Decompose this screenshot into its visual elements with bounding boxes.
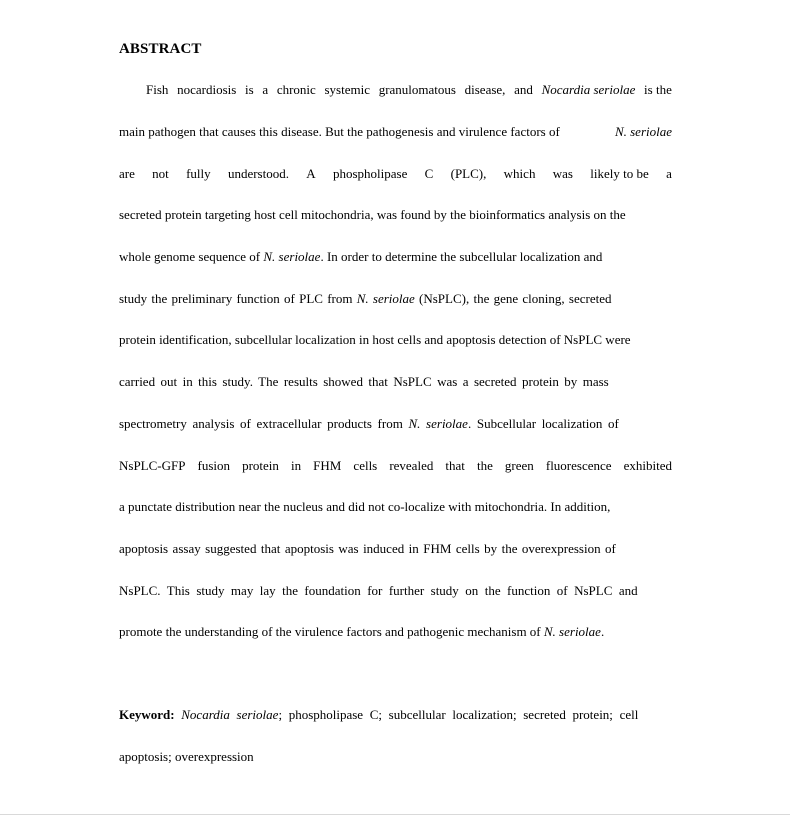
word: green	[504, 458, 534, 473]
abstract-line-8: carried out in this study. The results showed that NsPLC was a secreted protein by mass	[119, 374, 609, 389]
page-bottom-divider	[0, 814, 790, 815]
word: nocardiosis	[177, 82, 237, 97]
word: fully	[186, 166, 211, 181]
text-run: (NsPLC), the gene cloning, secreted	[419, 291, 612, 306]
abstract-line-6	[119, 290, 672, 308]
abstract-line-14	[119, 623, 672, 641]
word: fusion	[197, 458, 231, 473]
text-run: . Subcellular localization of	[467, 416, 619, 431]
text-run: study the preliminary function of PLC from	[119, 291, 353, 306]
word: exhibited	[623, 458, 672, 473]
text-run: . In order to determine the subcellular localization and	[320, 249, 603, 264]
abstract-line-10	[119, 457, 672, 475]
word: granulomatous	[378, 82, 456, 97]
word: fluorescence	[545, 458, 612, 473]
word: in	[290, 458, 302, 473]
abstract-line-3	[119, 165, 672, 183]
word: the	[476, 458, 493, 473]
word: chronic	[276, 82, 316, 97]
word: are	[119, 166, 135, 181]
word: revealed	[389, 458, 434, 473]
keywords-line-2: apoptosis; overexpression	[119, 749, 254, 764]
abstract-line-11: a punctate distribution near the nucleus and did not co-localize with mitochondria. In addition,	[119, 499, 611, 514]
abstract-line-2	[119, 123, 672, 141]
word: a	[666, 166, 672, 181]
abstract-line-4: secreted protein targeting host cell mitochondria, was found by the bioinformatics analysis on the	[119, 207, 626, 222]
word: that	[445, 458, 465, 473]
text-run: ; phospholipase C; subcellular localization; secreted protein; cell	[278, 707, 639, 722]
keywords-label: Keyword:	[119, 707, 175, 722]
word: a	[262, 82, 269, 97]
species-name: Nocardia seriolae	[181, 707, 279, 722]
species-name: N. seriolae	[263, 249, 321, 264]
word: protein	[242, 458, 279, 473]
word: which	[503, 166, 536, 181]
word: disease,	[464, 82, 506, 97]
word: A	[306, 166, 316, 181]
word: systemic	[324, 82, 370, 97]
abstract-line-5	[119, 248, 672, 266]
word: FHM	[313, 458, 342, 473]
abstract-line-13: NsPLC. This study may lay the foundation for further study on the function of NsPLC and	[119, 583, 638, 598]
word: Fish	[146, 82, 169, 97]
text-run: main pathogen that causes this disease. But the pathogenesis and virulence factors of	[119, 124, 560, 139]
text-run: whole genome sequence of	[119, 249, 261, 264]
keywords-line-1	[119, 706, 672, 724]
word: was	[552, 166, 573, 181]
word: phospholipase	[332, 166, 408, 181]
word: C	[424, 166, 434, 181]
word: is	[245, 82, 254, 97]
word: (PLC),	[450, 166, 487, 181]
text-run: .	[600, 624, 605, 639]
word: likely to be	[590, 166, 649, 181]
species-name: N. seriolae	[408, 416, 468, 431]
word: understood.	[227, 166, 289, 181]
species-name: N. seriolae	[543, 624, 601, 639]
abstract-line-1	[146, 81, 672, 99]
word: is the	[644, 82, 672, 97]
abstract-line-9	[119, 415, 672, 433]
text-run: spectrometry analysis of extracellular products from	[119, 416, 403, 431]
text-run: promote the understanding of the virulence factors and pathogenic mechanism of	[119, 624, 541, 639]
abstract-heading: ABSTRACT	[119, 41, 202, 57]
species-name: Nocardia seriolae	[541, 82, 636, 97]
word: cells	[353, 458, 378, 473]
species-name: N. seriolae	[614, 124, 672, 139]
abstract-line-12: apoptosis assay suggested that apoptosis was induced in FHM cells by the overexpression of	[119, 541, 616, 556]
abstract-line-7: protein identification, subcellular localization in host cells and apoptosis detection of NsPLC were	[119, 332, 631, 347]
word: not	[152, 166, 169, 181]
species-name: N. seriolae	[356, 291, 415, 306]
word: NsPLC-GFP	[119, 458, 186, 473]
word: and	[514, 82, 533, 97]
